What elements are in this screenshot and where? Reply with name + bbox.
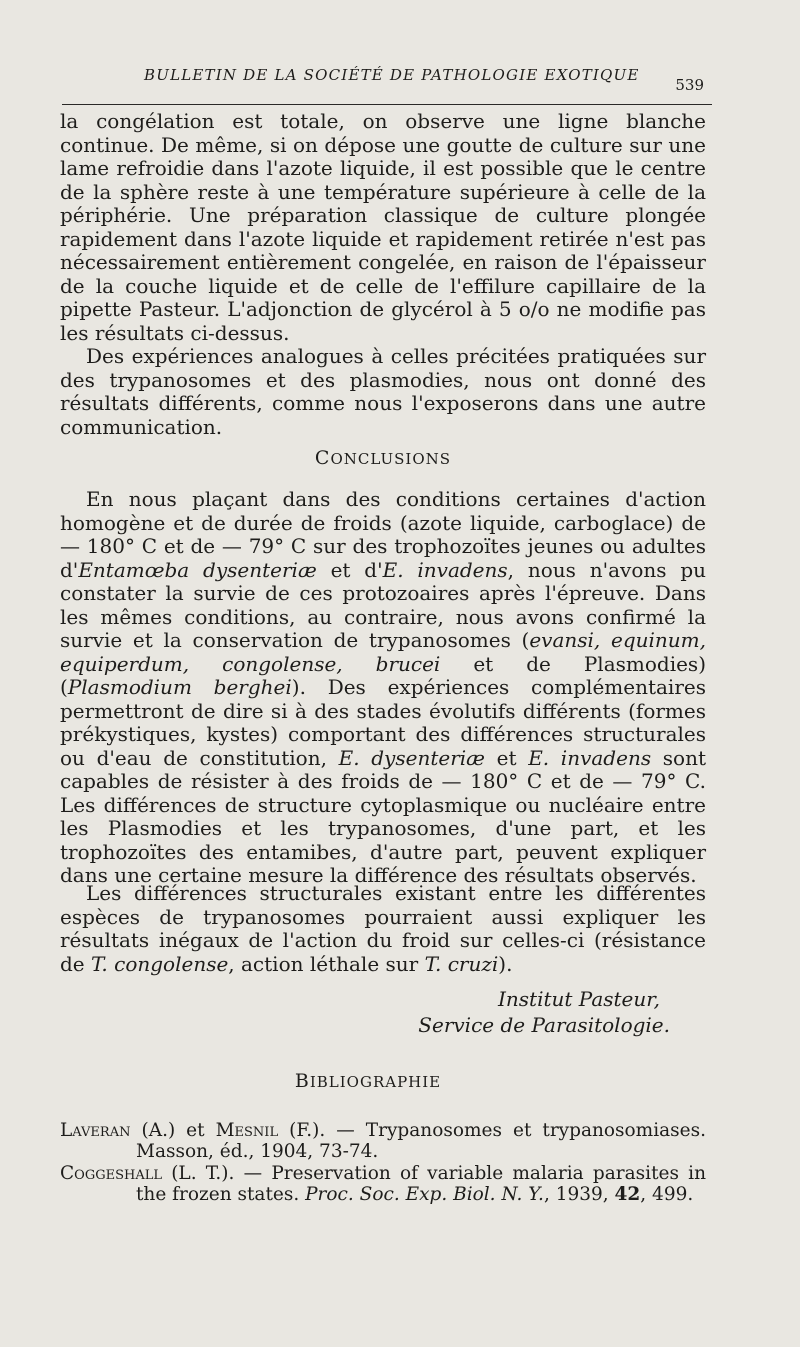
text-run: , 499. — [640, 1184, 694, 1205]
page-number: 539 — [675, 76, 704, 94]
journal-name: Proc. Soc. Exp. Biol. N. Y. — [305, 1184, 544, 1205]
reference-laveran — [60, 1120, 706, 1162]
signature-department: Service de Parasitologie. — [418, 1013, 670, 1037]
text-run: En nous plaçant dans des conditions certaines d'action homogène et de durée de froids (azote liquide, carboglace) de — 180° C et de — 79° C sur des trophozoïtes jeunes ou adultes d' — [60, 487, 706, 582]
body-text-intro — [60, 110, 706, 439]
bibliography-entry — [60, 1120, 706, 1162]
text-run: ). Des expériences complémentaires permettront de dire si à des stades évolutifs différents (formes prékystiques, kystes) comportant des différences structurales ou d'eau de constitution, — [60, 675, 706, 770]
species-name: T. congolense — [91, 951, 229, 976]
species-name: Plasmodium berghei — [67, 675, 292, 699]
text-run: (A.) et — [130, 1120, 216, 1141]
text-run: ). — [498, 951, 513, 976]
text-run: et — [484, 745, 529, 770]
paragraph-continuation: la congélation est totale, on observe une ligne blanche continue. De même, si on dépose une goutte de culture sur une lame refroidie dans l'azote liquide, il est possible que le centre de la sphère reste à une température supérieure à celle de la périphérie. Une préparation classique de culture plongée rapidement dans l'azote liquide et rapidement retirée n'est pas nécessairement entièrement congelée, en raison de l'épaisseur de la couche liquide et de celle de l'effilure capillaire de la pipette Pasteur. L'adjonction de glycérol à 5 o/o ne modifie pas les résultats ci-dessus. — [60, 109, 706, 345]
conclusions-p2 — [60, 882, 706, 976]
author-name: Mesnil — [215, 1120, 279, 1141]
species-name: Entamœba dysenteriæ — [78, 557, 317, 582]
volume-number: 42 — [614, 1184, 641, 1205]
page-header — [62, 64, 712, 105]
reference-coggeshall — [60, 1163, 706, 1205]
conclusions-p1 — [60, 488, 706, 888]
conclusions-paragraph-2 — [60, 882, 706, 976]
species-name: T. cruzi — [424, 951, 499, 976]
bibliography-heading-rest: IBLIOGRAPHIE — [309, 1073, 442, 1091]
bibliography-entry — [60, 1163, 706, 1205]
species-name: E. invadens — [382, 557, 508, 582]
text-run: et de Plasmodies) ( — [60, 651, 706, 699]
conclusions-heading-rest: ONCLUSIONS — [330, 450, 452, 468]
species-name: E. dysenteriæ — [338, 745, 485, 770]
conclusions-heading-initial: C — [314, 447, 331, 469]
text-run: sont capables de résister à des froids de — 180° C et de — 79° C. Les différences de structure cytoplasmique ou nucléaire entre les Plasmodies et les trypanosomes, d'une part, et les trophozoïtes des entamibes, d'autre part, peuvent expliquer dans une certaine mesure la différence des résultats observés. — [60, 745, 706, 887]
text-run: Les différences structurales existant entre les différentes espèces de trypanosomes pourraient aussi expliquer les résultats inégaux de l'action du froid sur celles-ci (résistance de — [60, 881, 706, 976]
conclusions-paragraph-1 — [60, 488, 706, 888]
signature-institution: Institut Pasteur, — [497, 987, 660, 1011]
author-name: Coggeshall — [60, 1163, 162, 1184]
text-run: (F.). — Trypanosomes et trypanosomiases. Masson, éd., 1904, 73-74. — [136, 1120, 706, 1162]
text-run: (L. T.). — Preservation of variable malaria parasites in the frozen states. — [136, 1163, 706, 1205]
paragraph-analogous-experiments: Des expériences analogues à celles précitées pratiquées sur des trypanosomes et des plasmodies, nous ont donné des résultats différents, comme nous l'exposerons dans une autre communication. — [60, 344, 706, 439]
text-run: , nous n'avons pu constater la survie de ces protozoaires après l'épreuve. Dans les mêmes conditions, au contraire, nous avons confirmé la survie et la conservation de trypanosomes ( — [60, 557, 707, 652]
species-name: evansi, equinum, equiperdum, congolense, brucei — [60, 628, 706, 676]
conclusions-heading — [60, 447, 706, 469]
bibliography-heading — [60, 1070, 676, 1092]
species-name: E. invadens — [528, 745, 652, 770]
text-run: , 1939, — [543, 1184, 615, 1205]
bibliography-heading-initial: B — [294, 1070, 310, 1092]
author-name: Laveran — [60, 1120, 131, 1141]
text-run: et d' — [316, 557, 383, 582]
text-run: , action léthale sur — [228, 951, 425, 976]
running-title: BULLETIN DE LA SOCIÉTÉ DE PATHOLOGIE EXOTIQUE — [144, 66, 640, 84]
